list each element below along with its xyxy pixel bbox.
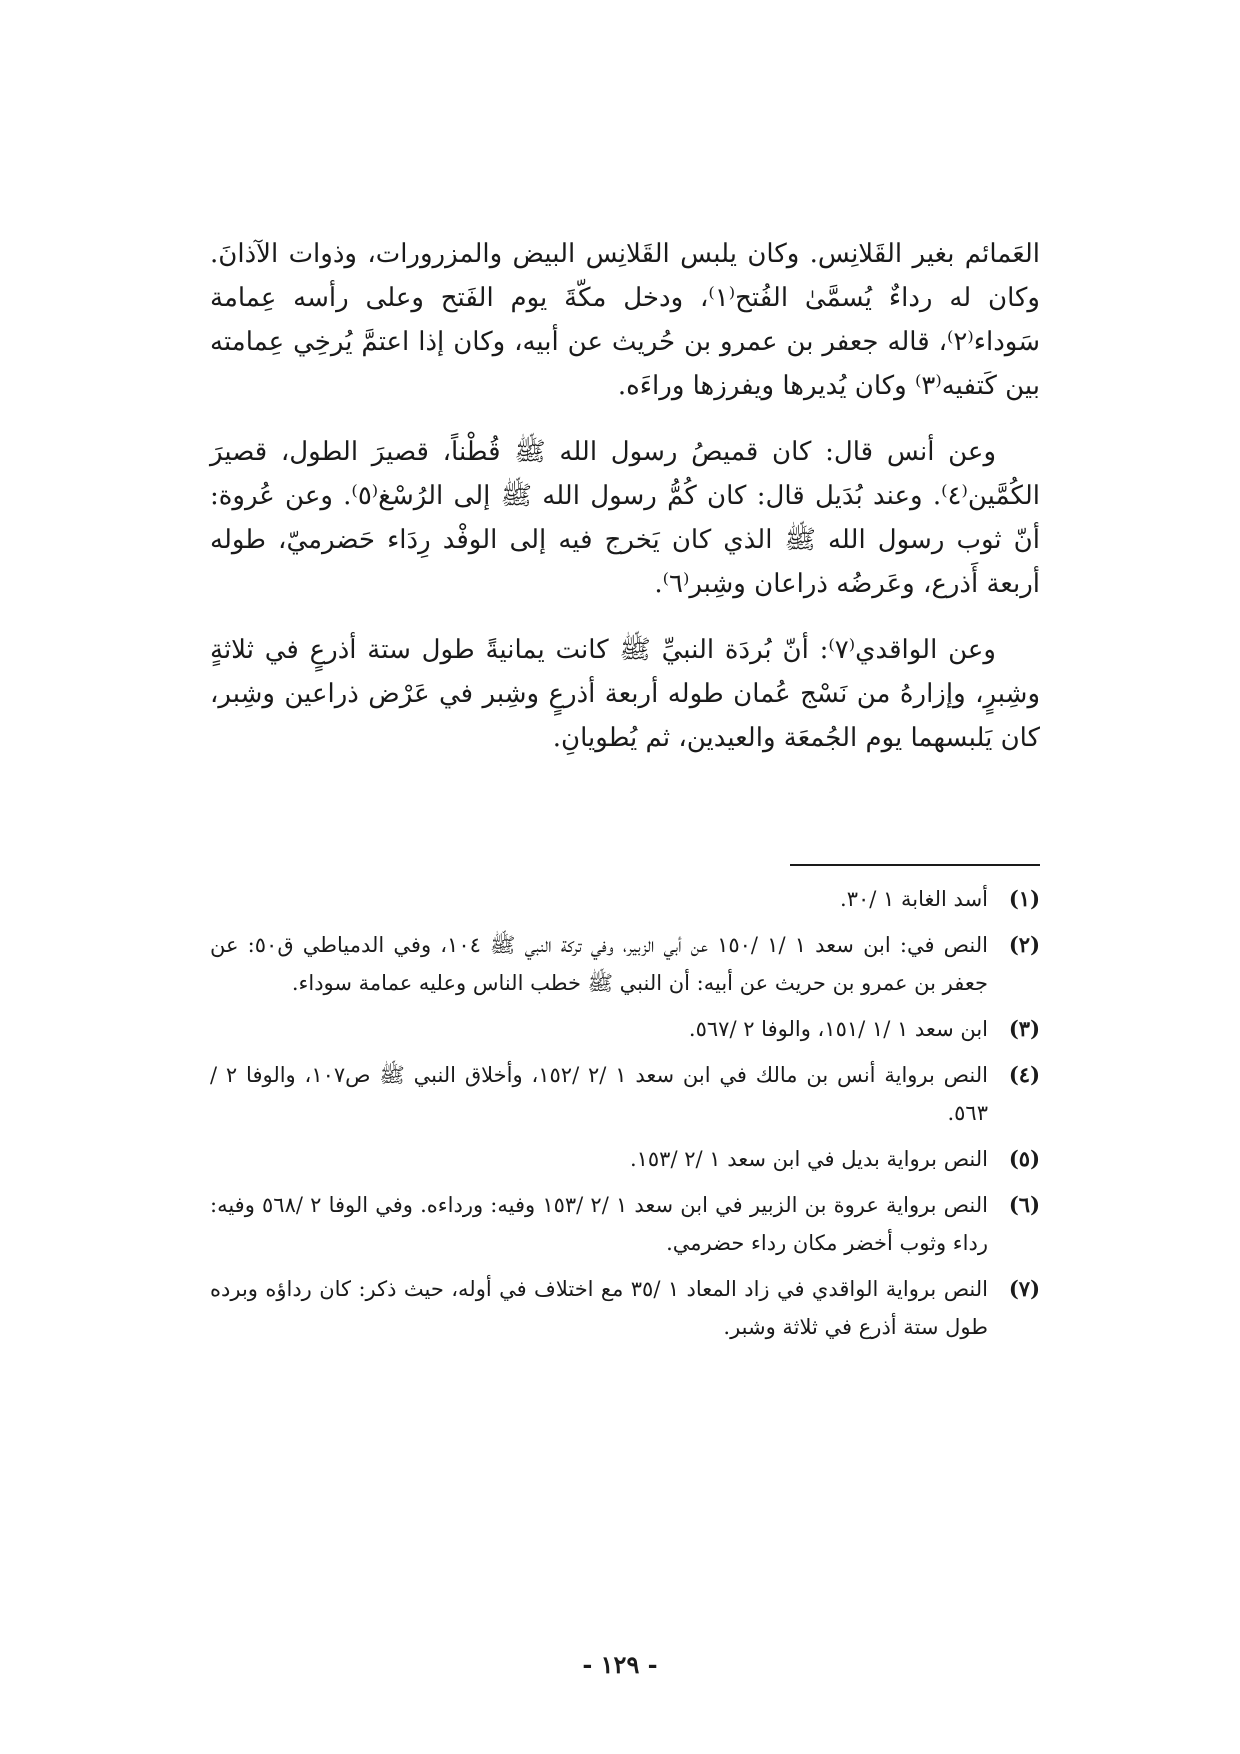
footnote-4 <box>210 1056 1040 1132</box>
footnote-number: (٣) <box>1008 1016 1040 1041</box>
paragraph-3: وعن الواقدي⁽٧⁾: أنّ بُردَة النبيِّ ﷺ كانت يمانيةً طول ستة أذرعٍ في ثلاثةٍ وشِبرٍ، وإزارهُ من نَسْج عُمان طوله أربعة أذرعٍ وشِبر في عَرْض ذراعين وشِبر، كان يَلبسهما يوم الجُمعَة والعيدين، ثم يُطويانِ. <box>210 635 1040 753</box>
paragraph-1: العَمائم بغير القَلانِس. وكان يلبس القَلانِس البيض والمزرورات، وذوات الآذانَ. وكان له رداءٌ يُسمَّىٰ الفُتح⁽١⁾، ودخل مكّةَ يوم الفَتح وعلى رأسه عِمامة سَوداء⁽٢⁾، قاله جعفر بن عمرو بن حُريث عن أبيه، وكان إذا اعتمَّ يُرخِي عِمامته بين كَتفيه⁽٣⁾ وكان يُديرها ويفرزها وراءَه. <box>210 239 1040 401</box>
footnote-number: (٤) <box>1008 1062 1040 1087</box>
footnote-2 <box>210 926 1040 1002</box>
footnote-divider <box>790 864 1040 866</box>
footnote-number: (٧) <box>1008 1276 1040 1301</box>
footnote-7 <box>210 1270 1040 1346</box>
footnote-number: (١) <box>1008 886 1040 911</box>
footnote-text: أسد الغابة ١ /٣٠. <box>840 887 988 911</box>
footnote-3 <box>210 1010 1040 1048</box>
footnote-text: ابن سعد ١ /١ /١٥١، والوفا ٢ /٥٦٧. <box>688 1017 988 1041</box>
main-text-block <box>210 232 1040 782</box>
footnotes-section <box>210 880 1040 1354</box>
footnote-1 <box>210 880 1040 918</box>
footnote-5 <box>210 1140 1040 1178</box>
page-number: - ١٢٩ - <box>582 1650 658 1679</box>
footnote-text: النص برواية الواقدي في زاد المعاد ١ /٣٥ مع اختلاف في أوله، حيث ذكر: كان رداؤه وبرده طول ستة أذرع في ثلاثة وشبر. <box>210 1277 988 1339</box>
footnote-text: النص برواية أنس بن مالك في ابن سعد ١ /٢ /١٥٢، وأخلاق النبي ﷺ ص١٠٧، والوفا ٢ /٥٦٣. <box>210 1063 988 1125</box>
footnote-text: النص برواية عروة بن الزبير في ابن سعد ١ /٢ /١٥٣ وفيه: ورداءه. وفي الوفا ٢ /٥٦٨ وفيه: رداء وثوب أخضر مكان رداء حضرمي. <box>210 1193 988 1255</box>
footnote-text: النص برواية بديل في ابن سعد ١ /٢ /١٥٣. <box>629 1147 988 1171</box>
footnote-number: (٦) <box>1008 1192 1040 1217</box>
footnote-number: (٥) <box>1008 1146 1040 1171</box>
footnote-number: (٢) <box>1008 932 1040 957</box>
footnote-text: النص في: ابن سعد ١ /١ /١٥٠ عن أبي الزبير، وفي تركة النبي ﷺ ١٠٤، وفي الدمياطي ق٥٠: عن جعفر بن عمرو بن حريث عن أبيه: أن النبي ﷺ خطب الناس وعليه عمامة سوداء. <box>210 933 988 995</box>
paragraph-2: وعن أنس قال: كان قميصُ رسول الله ﷺ قُطْناً، قصيرَ الطول، قصيرَ الكُمَّين⁽٤⁾. وعند بُدَيل قال: كان كُمُّ رسول الله ﷺ إلى الرُسْغ⁽٥⁾. وعن عُروة: أنّ ثوب رسول الله ﷺ الذي كان يَخرج فيه إلى الوفْد رِدَاء حَضرميّ، طوله أربعة أَذرع، وعَرضُه ذراعان وشِبر⁽٦⁾. <box>210 437 1040 599</box>
footnote-6 <box>210 1186 1040 1262</box>
